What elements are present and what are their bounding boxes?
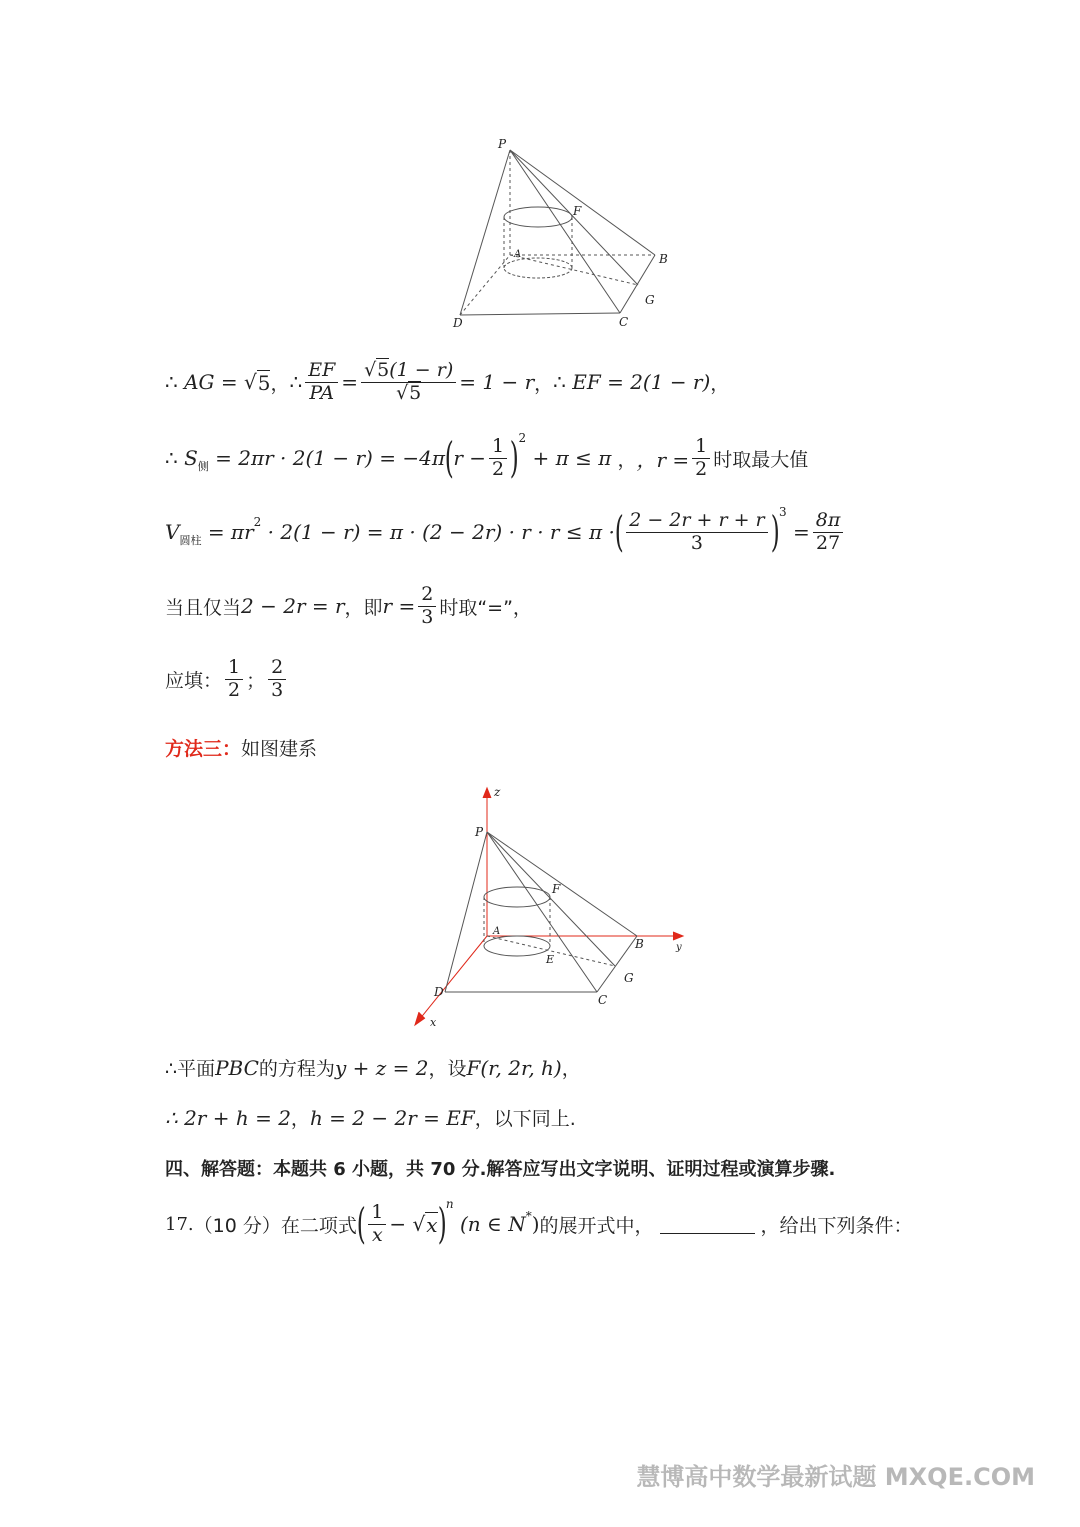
equals-2: = — [793, 520, 810, 545]
amgm-num: 2 − 2r + r + r — [626, 510, 767, 533]
minus-sign: − — [389, 1212, 407, 1237]
answer-line — [165, 657, 289, 702]
equals: = — [220, 370, 238, 395]
r-equals: ，r = — [636, 447, 690, 472]
fig1-label-p: P — [498, 137, 507, 151]
fraction-8pi-27 — [813, 510, 844, 555]
fraction-half-2: $\frac{1}{2}$ — [692, 436, 710, 481]
answer-blank[interactable] — [660, 1215, 755, 1234]
fig2-label-b: B — [635, 937, 644, 951]
fig2-label-y: y — [676, 942, 682, 953]
fraction-sqrt5: $\frac{√5(1 - r)}{√5}$ — [361, 360, 456, 405]
section-four-heading — [165, 1155, 835, 1181]
inner-expr: r − — [453, 446, 487, 471]
text-plane: ∴平面 — [165, 1058, 216, 1080]
fraction-half: $\frac{1}{2}$ — [489, 436, 507, 481]
n-condition: (n ∈ N — [459, 1212, 526, 1237]
fraction-two-thirds: $\frac{2}{3}$ — [418, 584, 436, 629]
ef-num: EF — [305, 360, 338, 383]
v-symbol: V — [165, 520, 180, 545]
n-condition-end: ) — [531, 1212, 540, 1237]
eq-two-one-minus-r: = 2(1 − r) — [607, 370, 711, 395]
fraction-amgm — [626, 510, 767, 555]
power-two-r: 2 — [253, 515, 262, 530]
therefore-symbol: ∴ — [165, 370, 178, 395]
sqrt-x: x — [426, 1212, 438, 1237]
fig2-label-z: z — [494, 785, 501, 799]
expr-h: h = 2 − 2r = EF — [309, 1105, 475, 1130]
end-comma: ， — [710, 372, 730, 395]
text-take-equal: 时取“=”， — [439, 596, 532, 619]
answer-fraction-1: $\frac{1}{2}$ — [225, 657, 243, 702]
fig2-label-c: C — [598, 993, 608, 1007]
text-equation-is: 的方程为 — [258, 1058, 335, 1080]
method-three-text: 如图建系 — [241, 738, 318, 760]
pbc-text: PBC — [215, 1055, 259, 1080]
n-condition-sup: * — [525, 1209, 532, 1224]
result-den: 27 — [815, 531, 841, 554]
ef-text: EF — [572, 370, 601, 395]
power-two: 2 — [518, 431, 527, 446]
max-value-text: 时取最大值 — [713, 448, 809, 471]
fig2-label-p: P — [475, 825, 484, 839]
watermark: 慧博高中数学最新试题 MXQE.COM — [636, 1463, 1035, 1491]
fig1-label-b: B — [659, 252, 668, 266]
eq-one-minus-r: = 1 − r — [459, 370, 535, 395]
tail-expr: + π ≤ π — [532, 446, 612, 471]
plane-equation: y + z = 2 — [334, 1055, 429, 1080]
ag-text: AG — [184, 370, 215, 395]
fig1-label-c: C — [619, 315, 629, 329]
pa-den: PA — [309, 381, 335, 404]
method-three-label: 方法三： — [165, 738, 242, 760]
expr-2r-plus-h: ∴ 2r + h = 2 — [165, 1105, 291, 1130]
fig1-label-f: F — [573, 204, 582, 218]
text-same-as-above: ，以下同上. — [474, 1108, 576, 1130]
text-if-and-only-if: 当且仅当 — [165, 596, 242, 619]
fig2-label-g: G — [624, 971, 634, 985]
text-conditions: ，给出下列条件： — [760, 1214, 913, 1237]
s-subscript: 侧 — [197, 460, 209, 474]
equation-cylinder-volume: V 圆柱 = πr 2 · 2(1 − r) = π · (2 − 2r) · r · r ≤ π · ( $\frac{2 - 2r + r + r}{3}$ ) 3 = $\frac{8\pi}{27}$ — [165, 510, 846, 555]
question-score-text: （10 分）在二项式 — [193, 1214, 357, 1237]
equation-side-area: ∴ S 侧 = 2πr · 2(1 − r) = −4π ( r − $\frac{1}{2}$ ) 2 + π ≤ π ， ，r = $\frac{1}{2}$ 时取最大值 — [165, 431, 809, 483]
power-three: 3 — [779, 505, 787, 520]
question-17: 17. （10 分）在二项式 ( $\frac{1}{x}$ − √ x ) n (n ∈ N * ) 的展开式中， ，给出下列条件： — [165, 1197, 913, 1249]
fig1-label-d: D — [453, 316, 463, 330]
answer-sep: ； — [246, 669, 266, 692]
fig2-label-d: D — [434, 985, 444, 999]
text-let: ，设 — [428, 1058, 467, 1080]
num-rest: (1 − r) — [389, 359, 454, 381]
fig1-label-a: A — [514, 249, 522, 260]
fig2-label-e: E — [546, 953, 555, 966]
sqrt-five: 5 — [257, 370, 271, 395]
fig2-label-f: F — [552, 882, 561, 896]
fraction-one-over-x: $\frac{1}{x}$ — [368, 1202, 386, 1247]
h-equation-line — [165, 1104, 576, 1131]
pyramid-figure-2-coordinates — [405, 780, 695, 1035]
volume-expr: = πr — [207, 520, 254, 545]
fig2-label-a: A — [493, 926, 501, 937]
r-equals-2: r = — [382, 594, 416, 619]
pyramid-figure-1 — [440, 130, 680, 335]
fig1-label-g: G — [645, 293, 655, 307]
fig2-label-x: x — [430, 1016, 437, 1029]
plane-equation-line — [165, 1054, 581, 1081]
sep-8: ， — [290, 1108, 310, 1130]
comma: ， — [270, 372, 290, 395]
text-expansion: 的展开式中， — [539, 1214, 654, 1237]
s-symbol: S — [184, 446, 198, 471]
volume-expr-2: · 2(1 − r) = π · (2 − 2r) · r · r ≤ π · — [267, 520, 615, 545]
fraction-ef-pa — [305, 360, 338, 405]
result-num: 8π — [813, 510, 844, 533]
text-answer: 应填： — [165, 669, 223, 692]
v-subscript: 圆柱 — [179, 534, 202, 548]
condition-expr: 2 − 2r = r — [241, 594, 345, 619]
equality-condition — [165, 584, 532, 629]
end-comma-7: ， — [561, 1058, 581, 1080]
text-ie: ，即 — [344, 596, 383, 619]
question-number: 17. — [165, 1213, 194, 1235]
amgm-den: 3 — [690, 531, 703, 554]
answer-fraction-2: $\frac{2}{3}$ — [268, 657, 286, 702]
point-f: F(r, 2r, h) — [466, 1055, 562, 1080]
section-four-text: 四、解答题：本题共 6 小题，共 70 分.解答应写出文字说明、证明过程或演算步骤. — [165, 1159, 836, 1180]
equation-ag-ef: ∴ AG = √ 5 ， ∴ $\frac{EF}{PA}$ = $\frac{√5(1 - r)}{√5}$ = 1 − r ， ∴ EF = 2(1 − r) ， — [165, 359, 730, 404]
method-three-heading — [165, 734, 317, 761]
power-n: n — [445, 1197, 454, 1212]
side-area-expr: = 2πr · 2(1 − r) = −4π — [215, 446, 445, 471]
